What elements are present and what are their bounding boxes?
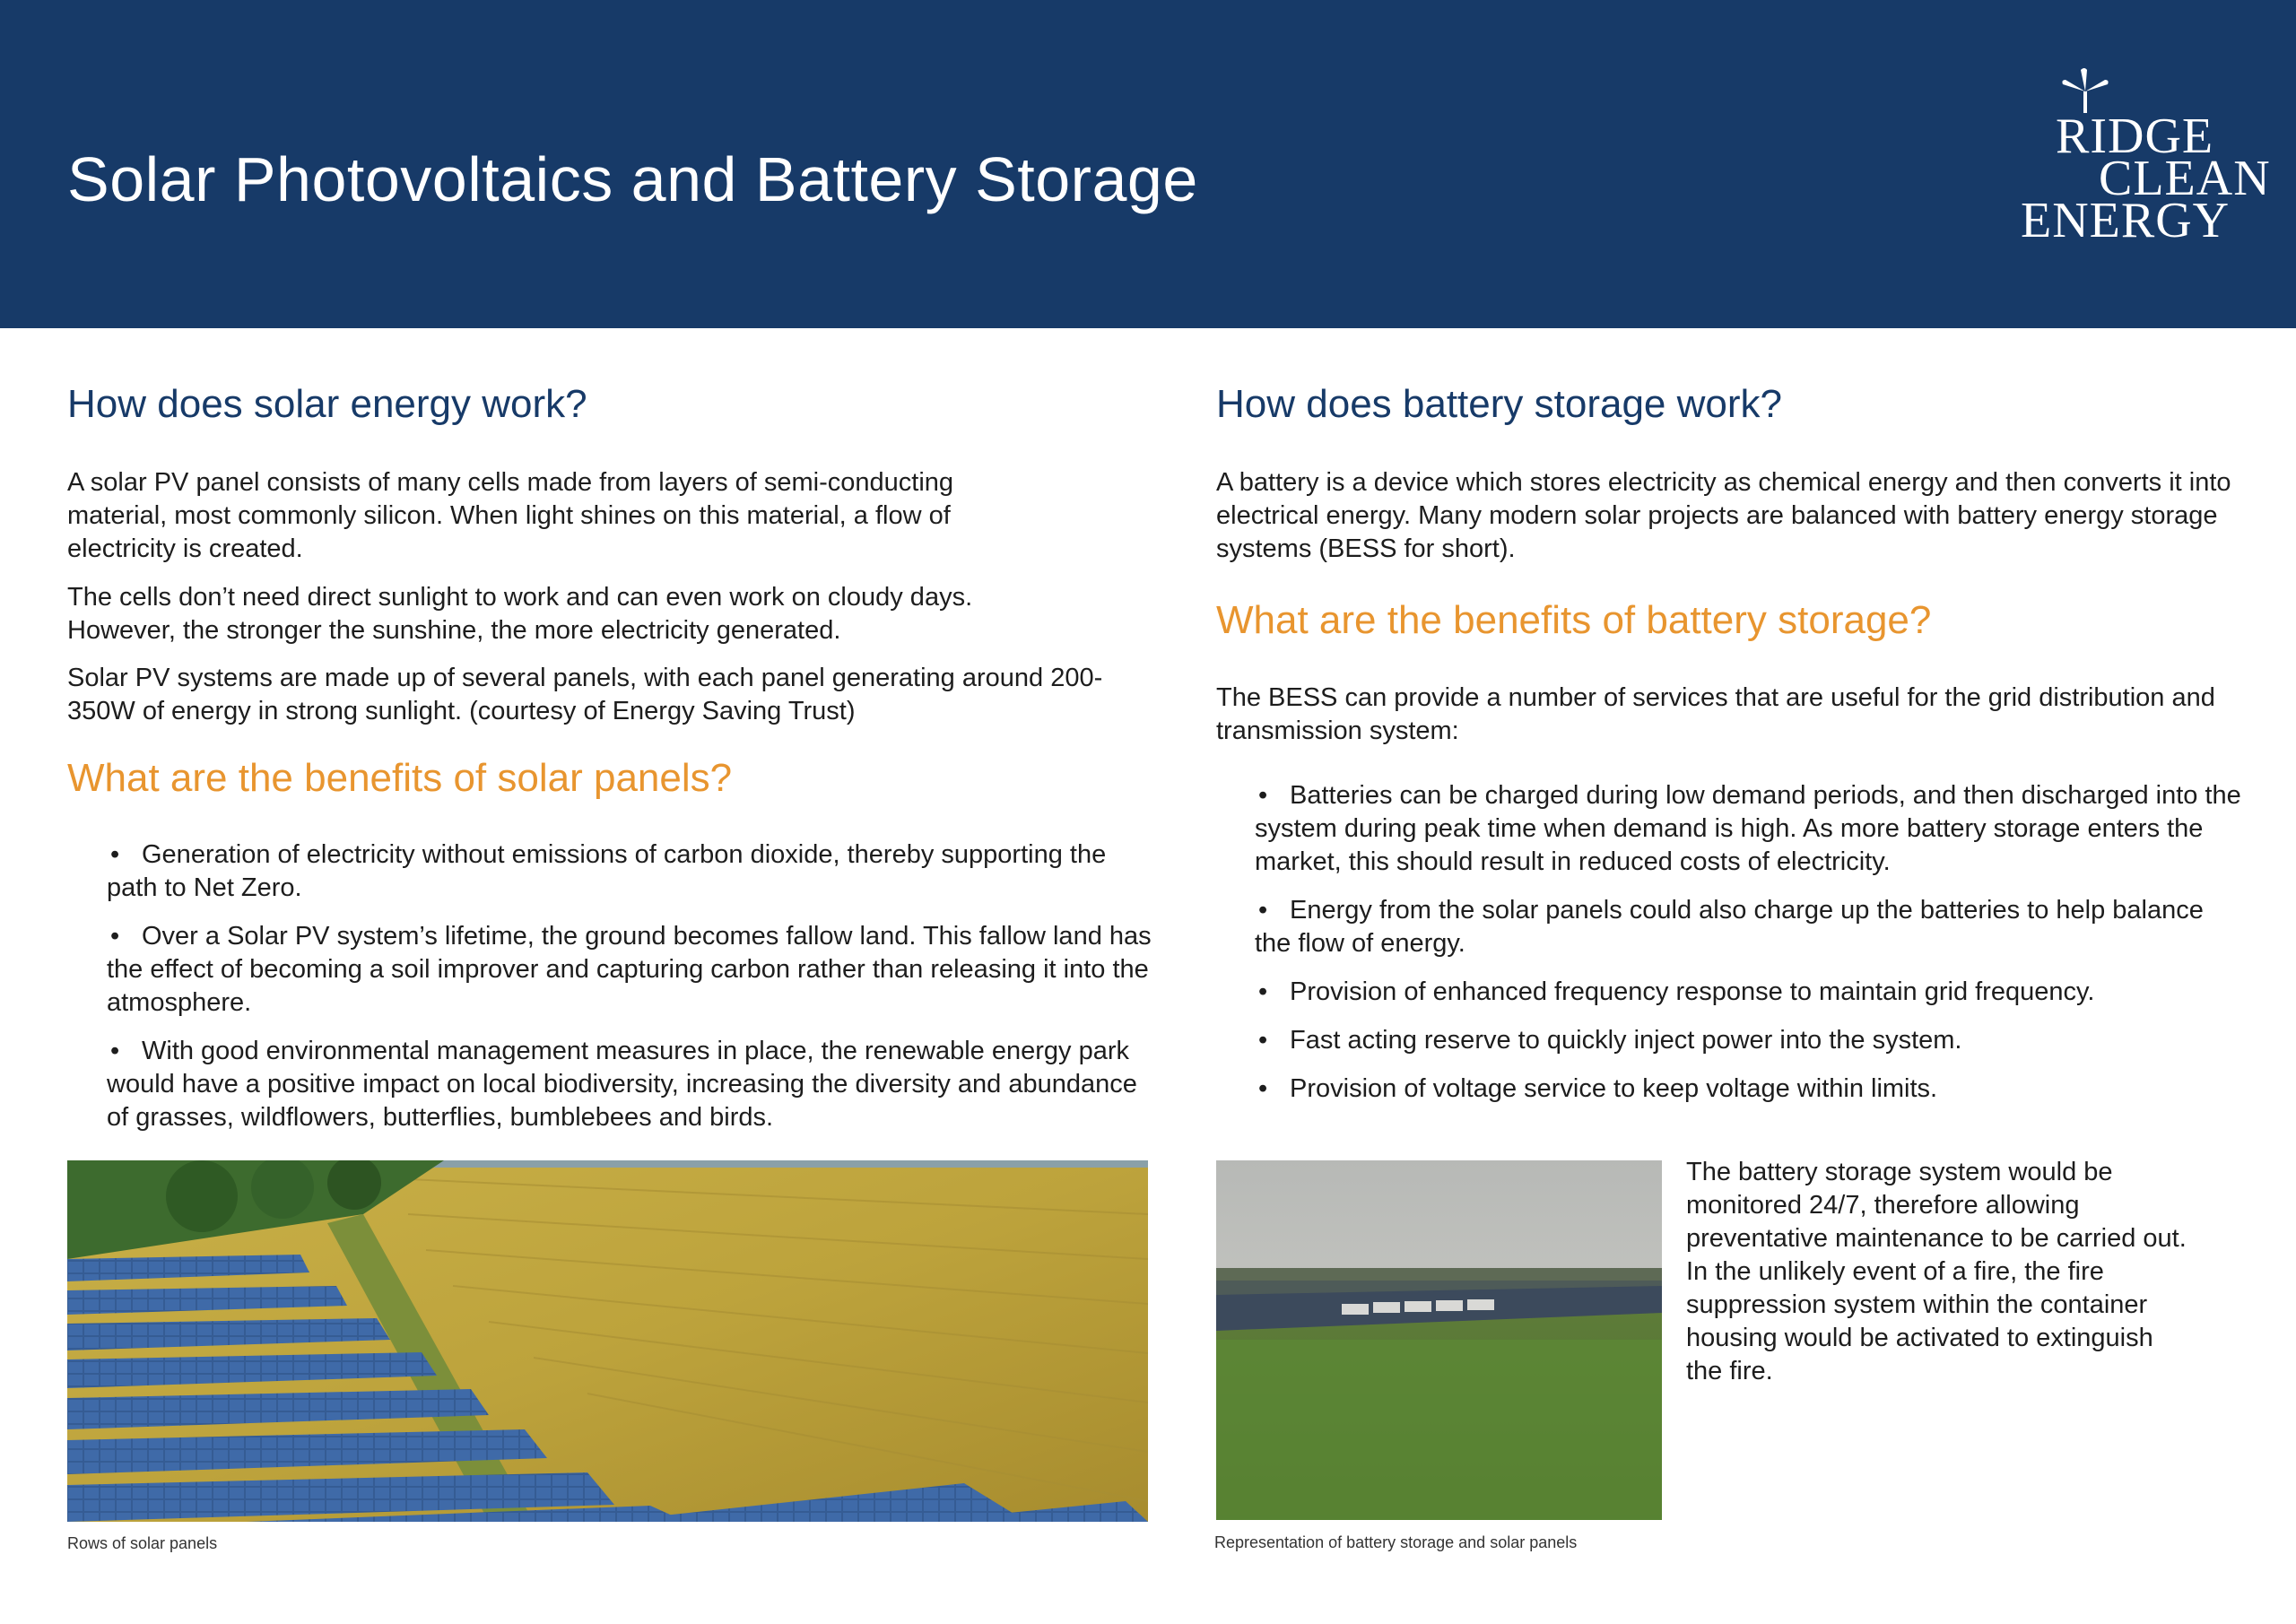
- battery-photo-caption: Representation of battery storage and solar panels: [1214, 1533, 1578, 1551]
- benefit-text: Batteries can be charged during low demand periods, and then discharged into the system during peak time when demand is high. As more battery storage enters the market, this should result in reduced costs of electricity.: [1255, 781, 2241, 876]
- benefit-text: Over a Solar PV system’s lifetime, the ground becomes fallow land. This fallow land has the effect of becoming a soil improver and capturing carbon rather than releasing it into the atmosphere.: [107, 922, 1152, 1017]
- list-item: [1255, 779, 2241, 879]
- bullet-icon: •: [110, 840, 120, 869]
- page-title: Solar Photovoltaics and Battery Storage: [67, 144, 1198, 214]
- bullet-icon: •: [1258, 896, 1268, 925]
- solar-panels-photo: [67, 1160, 1148, 1522]
- battery-monitoring-text: The battery storage system would be monitored 24/7, therefore allowing preventative maintenance to be carried out. In the unlikely event of a fire, the fire suppression system within the container housing would be activated to extinguish the fire.: [1686, 1158, 2187, 1385]
- logo-word-clean: CLEAN: [2099, 151, 2271, 206]
- solar-benefits-heading: What are the benefits of solar panels?: [67, 756, 733, 800]
- list-item: [1255, 1073, 2241, 1106]
- battery-heading: How does battery storage work?: [1216, 382, 1782, 426]
- battery-benefits-heading: What are the benefits of battery storage?: [1216, 598, 1932, 642]
- ridge-clean-energy-logo: [2018, 65, 2271, 248]
- bullet-icon: •: [110, 922, 120, 951]
- list-item: [107, 838, 1152, 905]
- benefit-text: Provision of enhanced frequency response to maintain grid frequency.: [1290, 977, 2095, 1006]
- logo-word-energy: ENERGY: [2021, 193, 2231, 248]
- bullet-icon: •: [1258, 977, 1268, 1006]
- list-item: [1255, 894, 2241, 960]
- benefit-text: With good environmental management measures in place, the renewable energy park would have a positive impact on local biodiversity, increasing the diversity and abundance of grasses, wildflowers, butterflies, bumblebees and birds.: [107, 1037, 1137, 1132]
- solar-paragraph-2: The cells don’t need direct sunlight to work and can even work on cloudy days. However, the stronger the sunshine, the more electricity generated.: [67, 583, 973, 645]
- solar-heading: How does solar energy work?: [67, 382, 587, 426]
- benefit-text: Fast acting reserve to quickly inject power into the system.: [1290, 1026, 1962, 1055]
- list-item: [1255, 976, 2241, 1009]
- logo-word-ridge: RIDGE: [2056, 109, 2214, 164]
- bullet-icon: •: [1258, 1074, 1268, 1103]
- bullet-icon: •: [1258, 781, 1268, 810]
- benefit-text: Provision of voltage service to keep voltage within limits.: [1290, 1074, 1938, 1103]
- solar-benefits-list: [107, 838, 1152, 1150]
- battery-storage-photo: [1216, 1160, 1662, 1520]
- list-item: [107, 1035, 1152, 1134]
- solar-paragraph-3: Solar PV systems are made up of several panels, with each panel generating around 200-350W of energy in strong sunlight. (courtesy of Energy Saving Trust): [67, 664, 1103, 725]
- benefit-text: Generation of electricity without emissions of carbon dioxide, thereby supporting the path to Net Zero.: [107, 840, 1107, 902]
- header-banner: [0, 0, 2296, 328]
- bullet-icon: •: [110, 1037, 120, 1065]
- battery-benefits-intro: The BESS can provide a number of services that are useful for the grid distribution and transmission system:: [1216, 683, 2215, 745]
- battery-intro: A battery is a device which stores electricity as chemical energy and then converts it into electrical energy. Many modern solar projects are balanced with battery energy storage systems (BESS for short).: [1216, 468, 2231, 563]
- solar-paragraph-1: A solar PV panel consists of many cells made from layers of semi-conducting material, most commonly silicon. When light shines on this material, a flow of electricity is created.: [67, 468, 954, 563]
- list-item: [1255, 1024, 2241, 1057]
- list-item: [107, 920, 1152, 1020]
- solar-photo-caption: Rows of solar panels: [67, 1534, 218, 1552]
- bullet-icon: •: [1258, 1026, 1268, 1055]
- battery-benefits-list: [1255, 779, 2241, 1121]
- benefit-text: Energy from the solar panels could also charge up the batteries to help balance the flow of energy.: [1255, 896, 2204, 958]
- wind-turbine-icon: [2054, 65, 2117, 115]
